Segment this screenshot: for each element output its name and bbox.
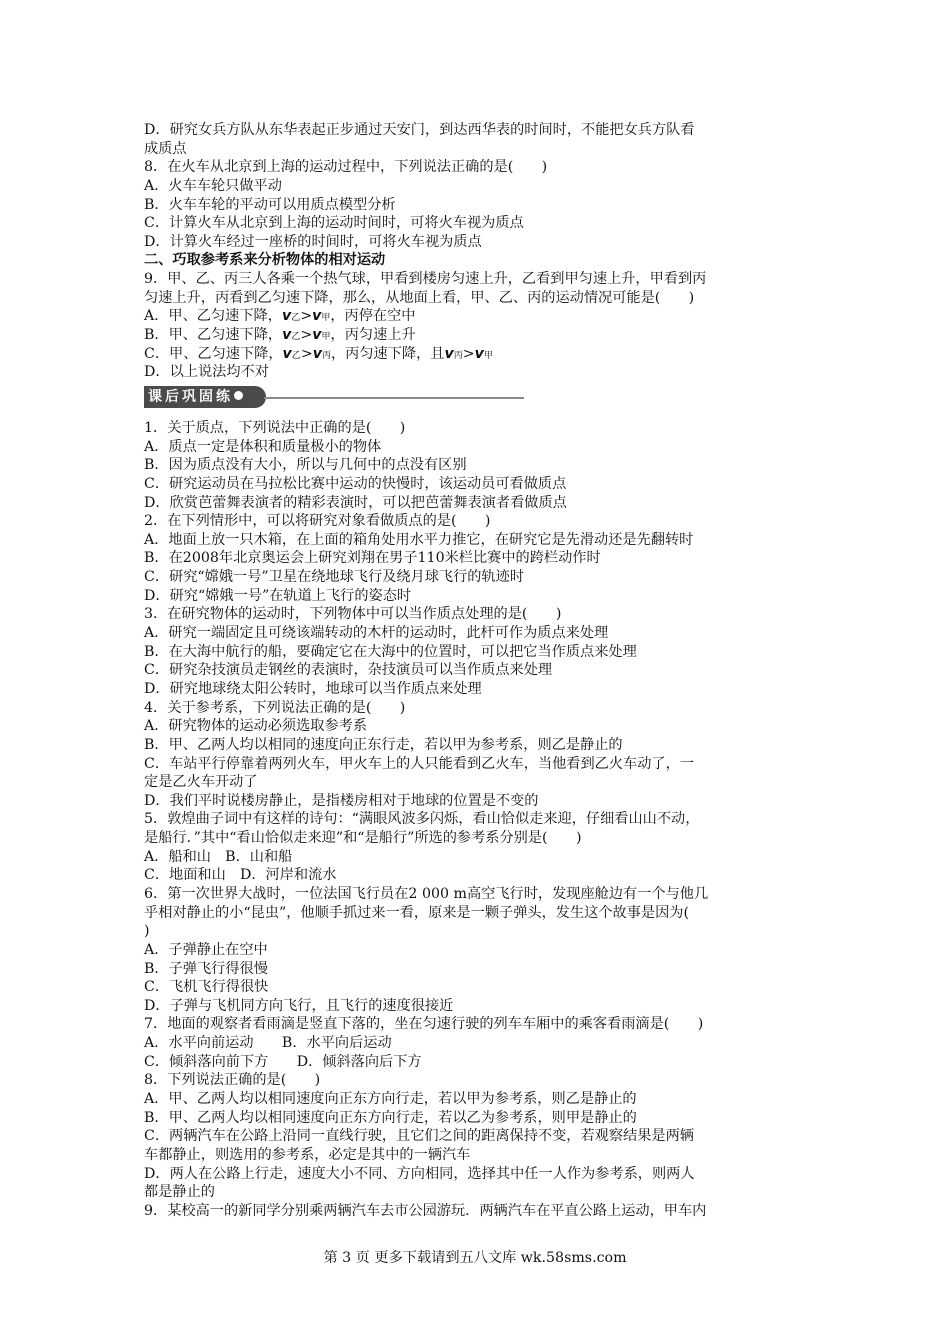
page-content [144, 121, 804, 1221]
text-line: C．车站平行停靠着两列火车，甲火车上的人只能看到乙火车，当他看到乙火车动了，一 [144, 755, 694, 772]
q9-option-b: B．甲、乙匀速下降，v乙>v甲，丙匀速上升 [144, 327, 416, 344]
q9-option-a: A．甲、乙匀速下降，v乙>v甲，丙停在空中 [144, 308, 416, 325]
text-line: 3．在研究物体的运动时，下列物体中可以当作质点处理的是( ) [144, 606, 562, 623]
text-line: B．在大海中航行的船，要确定它在大海中的位置时，可以把它当作质点来处理 [144, 643, 637, 660]
section-heading: 二、巧取参考系来分析物体的相对运动 [144, 252, 386, 269]
banner-rule [264, 397, 524, 399]
q9-option-c: C．甲、乙匀速下降，v乙>v丙，丙匀速下降，且v丙>v甲 [144, 345, 493, 362]
text-line: B．甲、乙两人均以相同速度向正东方向行走，若以乙为参考系，则甲是静止的 [144, 1109, 637, 1126]
text-line: A．船和山 B．山和船 [144, 848, 293, 865]
text-line: 车都静止，则选用的参考系，必定是其中的一辆汽车 [144, 1146, 471, 1163]
text-line: B．子弹飞行得很慢 [144, 960, 268, 977]
text-line: 5．敦煌曲子词中有这样的诗句：“满眼风波多闪烁，看山恰似走来迎，仔细看山山不动， [144, 811, 700, 828]
text-line: B．因为质点没有大小，所以与几何中的点没有区别 [144, 457, 467, 474]
text-line: D．我们平时说楼房静止，是指楼房相对于地球的位置是不变的 [144, 792, 539, 809]
text-line: 7．地面的观察者看雨滴是竖直下落的，坐在匀速行驶的列车车厢中的乘客看雨滴是( ) [144, 1016, 704, 1033]
bullet-dot-icon [234, 391, 243, 400]
text-line: C．研究“嫦娥一号”卫星在绕地球飞行及绕月球飞行的轨迹时 [144, 569, 525, 586]
text-line: A．水平向前运动 B．水平向后运动 [144, 1035, 392, 1052]
text-line: 是船行．”其中“看山恰似走来迎”和“是船行”所选的参考系分别是( ) [144, 830, 582, 847]
q9-stem-line: 匀速上升，丙看到乙匀速下降，那么，从地面上看，甲、乙、丙的运动情况可能是( ) [144, 289, 695, 306]
text-line: D．子弹与飞机同方向飞行，且飞行的速度很接近 [144, 997, 454, 1014]
text-line: C．地面和山 D．河岸和流水 [144, 867, 337, 884]
text-line: A．地面上放一只木箱，在上面的箱角处用水平力推它，在研究它是先滑动还是先翻转时 [144, 531, 694, 548]
text-line: D．研究女兵方队从东华表起正步通过天安门，到达西华表的时间时，不能把女兵方队看 [144, 122, 695, 138]
text-line: C．飞机飞行得很快 [144, 979, 269, 996]
text-line: A．甲、乙两人均以相同速度向正东方向行走，若以甲为参考系，则乙是静止的 [144, 1091, 637, 1108]
text-line: C．研究杂技演员走钢丝的表演时，杂技演员可以当作质点来处理 [144, 662, 553, 679]
text-line: C．计算火车从北京到上海的运动时间时，可将火车视为质点 [144, 215, 524, 232]
text-line: ) [144, 923, 150, 940]
text-line: A．子弹静止在空中 [144, 941, 268, 958]
text-line: D．研究地球绕太阳公转时，地球可以当作质点来处理 [144, 680, 482, 697]
text-line: 2．在下列情形中，可以将研究对象看做质点的是( ) [144, 513, 491, 530]
text-line: 9．某校高一的新同学分别乘两辆汽车去市公园游玩．两辆汽车在平直公路上运动，甲车内 [144, 1202, 707, 1219]
section-banner [144, 383, 804, 413]
text-line: C．倾斜落向前下方 D．倾斜落向后下方 [144, 1053, 422, 1070]
question-9-top [144, 270, 804, 382]
banner-tag [144, 386, 266, 408]
text-line: B．火车车轮的平动可以用质点模型分析 [144, 196, 396, 213]
q9-option-d: D．以上说法均不对 [144, 364, 269, 381]
text-line: A．研究一端固定且可绕该端转动的木杆的运动时，此杆可作为质点来处理 [144, 625, 609, 642]
text-line: A．质点一定是体积和质量极小的物体 [144, 438, 382, 455]
text-line: 乎相对静止的小“昆虫”，他顺手抓过来一看，原来是一颗子弹头，发生这个故事是因为( [144, 904, 689, 921]
text-line: D．计算火车经过一座桥的时间时，可将火车视为质点 [144, 233, 482, 250]
q9-stem-line: 9．甲、乙、丙三人各乘一个热气球，甲看到楼房匀速上升，乙看到甲匀速上升，甲看到丙 [144, 271, 707, 288]
top-question-lines [144, 121, 804, 251]
text-line: 1．关于质点，下列说法中正确的是( ) [144, 419, 406, 436]
text-line: B．在2008年北京奥运会上研究刘翔在男子110米栏比赛中的跨栏动作时 [144, 550, 601, 567]
text-line: 6．第一次世界大战时，一位法国飞行员在2 000 m高空飞行时，发现座舱边有一个与他几 [144, 885, 709, 902]
text-line: D．欣赏芭蕾舞表演者的精彩表演时，可以把芭蕾舞表演者看做质点 [144, 494, 567, 511]
text-line: 成质点 [144, 140, 187, 157]
text-line: B．甲、乙两人均以相同的速度向正东行走，若以甲为参考系，则乙是静止的 [144, 736, 623, 753]
text-line: 4．关于参考系，下列说法正确的是( ) [144, 699, 406, 716]
banner-label: 课后巩固练 [148, 388, 233, 405]
text-line: A．火车车轮只做平动 [144, 177, 282, 194]
text-line: C．研究运动员在马拉松比赛中运动的快慢时，该运动员可看做质点 [144, 475, 567, 492]
text-line: A．研究物体的运动必须选取参考系 [144, 718, 368, 735]
text-line: 8．下列说法正确的是( ) [144, 1072, 321, 1089]
text-line: D．两人在公路上行走，速度大小不同、方向相同，选择其中任一人作为参考系，则两人 [144, 1165, 695, 1182]
text-line: 都是静止的 [144, 1184, 215, 1201]
text-line: 8．在火车从北京到上海的运动过程中，下列说法正确的是( ) [144, 159, 548, 176]
text-line: D．研究“嫦娥一号”在轨道上飞行的姿态时 [144, 587, 412, 604]
text-line: 定是乙火车开动了 [144, 774, 258, 791]
page-footer: 第 3 页 更多下载请到五八文库 wk.58sms.com [323, 1250, 627, 1266]
text-line: C．两辆汽车在公路上沿同一直线行驶，且它们之间的距离保持不变，若观察结果是两辆 [144, 1128, 694, 1145]
exercise-lines [144, 419, 804, 1221]
